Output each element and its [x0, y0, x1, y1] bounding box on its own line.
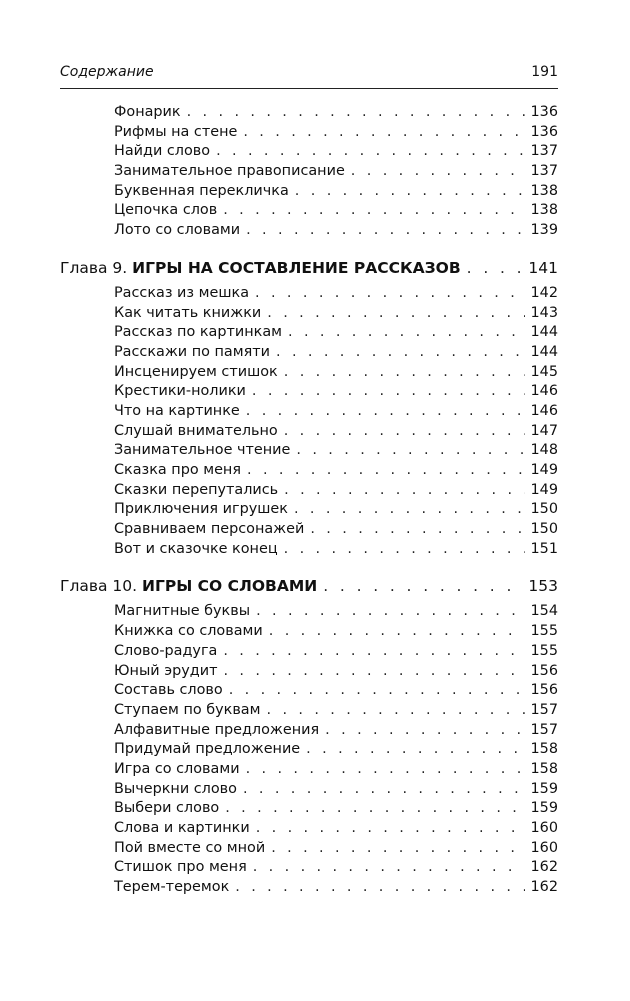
entry-title: Вот и сказочке конец — [114, 540, 278, 557]
entry-title: Слова и картинки — [114, 820, 250, 836]
chapter-page: 141 — [528, 258, 558, 277]
toc-entry — [60, 143, 558, 163]
entry-page: 156 — [530, 662, 558, 679]
entry-title: Слово-радуга — [114, 642, 218, 659]
entry-title: Вычеркни слово — [114, 780, 237, 797]
entry-title: Сказки перепутались — [114, 481, 279, 498]
leader-dots — [267, 702, 525, 718]
leader-dots — [276, 344, 525, 360]
leader-dots — [310, 521, 524, 537]
entry-page: 148 — [530, 442, 558, 459]
leader-dots — [225, 800, 524, 816]
leader-dots — [229, 682, 525, 698]
toc-entry — [60, 324, 558, 344]
chapter-label: Глава 10. — [60, 577, 138, 596]
toc-entry — [60, 482, 558, 502]
leader-dots — [284, 482, 524, 498]
toc-entry — [60, 840, 558, 860]
entry-title: Пой вместе со мной — [114, 839, 266, 856]
entry-page: 158 — [530, 760, 558, 777]
chapter-page: 153 — [528, 577, 558, 596]
entry-page: 160 — [530, 839, 558, 856]
entry-title: Алфавитные предложения — [114, 721, 320, 738]
entry-title: Терем-теремок — [114, 879, 230, 896]
leader-dots — [256, 820, 525, 836]
entry-page: 139 — [530, 222, 558, 239]
entry-page: 159 — [530, 780, 558, 797]
toc-entry — [60, 442, 558, 462]
leader-dots — [271, 840, 524, 856]
entry-title: Лото со словами — [114, 222, 241, 239]
entry-title: Придумай предложение — [114, 741, 301, 758]
toc-entry — [60, 702, 558, 722]
leader-dots — [269, 623, 525, 639]
leader-dots — [223, 663, 524, 679]
leader-dots — [243, 781, 525, 797]
entry-page: 145 — [530, 363, 558, 380]
toc-entry — [60, 761, 558, 781]
toc-entry — [60, 202, 558, 222]
entry-page: 146 — [530, 383, 558, 400]
header-rule — [60, 88, 558, 89]
entry-title: Игра со словами — [114, 760, 240, 777]
leader-dots — [252, 383, 525, 399]
leader-dots — [284, 541, 525, 557]
toc-entry — [60, 462, 558, 482]
entry-page: 160 — [530, 820, 558, 836]
toc-entry — [60, 124, 558, 144]
running-header — [60, 64, 558, 80]
toc-entry — [60, 781, 558, 801]
entry-title: Расскажи по памяти — [114, 343, 270, 360]
entry-page: 147 — [530, 422, 558, 439]
entry-page: 143 — [530, 304, 558, 321]
leader-dots — [306, 741, 524, 757]
entry-page: 157 — [530, 701, 558, 718]
leader-dots — [288, 324, 525, 340]
entry-page: 142 — [530, 284, 558, 301]
table-of-contents — [60, 104, 558, 899]
header-page-number: 191 — [531, 64, 558, 80]
entry-page: 146 — [530, 402, 558, 419]
leader-dots — [351, 163, 525, 179]
leader-dots — [216, 143, 524, 159]
entry-title: Фонарик — [114, 104, 181, 120]
entry-title: Магнитные буквы — [114, 603, 251, 620]
entry-title: Составь слово — [114, 682, 223, 699]
entry-title: Приключения игрушек — [114, 501, 288, 518]
entry-title: Сравниваем персонажей — [114, 521, 305, 538]
leader-dots — [223, 202, 524, 218]
entry-title: Что на картинке — [114, 402, 240, 419]
entry-page: 157 — [530, 721, 558, 738]
toc-entry — [60, 305, 558, 325]
toc-entry — [60, 663, 558, 683]
entry-title: Занимательное чтение — [114, 442, 291, 459]
toc-entry — [60, 741, 558, 761]
leader-dots — [246, 222, 524, 238]
leader-dots — [294, 501, 525, 517]
chapter-title: ИГРЫ СО СЛОВАМИ — [142, 577, 318, 596]
leader-dots — [246, 403, 525, 419]
leader-dots — [256, 603, 524, 619]
chapter-heading — [60, 577, 558, 595]
entry-page: 155 — [530, 623, 558, 640]
leader-dots — [284, 423, 525, 439]
leader-dots — [246, 761, 525, 777]
entry-page: 137 — [530, 143, 558, 160]
entry-page: 149 — [530, 462, 558, 478]
entry-title: Инсценируем стишок — [114, 363, 278, 380]
leader-dots — [243, 124, 524, 140]
entry-page: 144 — [530, 343, 558, 360]
toc-entry — [60, 682, 558, 702]
leader-dots — [223, 643, 524, 659]
leader-dots — [247, 462, 525, 478]
entry-title: Занимательное правописание — [114, 163, 345, 180]
toc-entry — [60, 183, 558, 203]
entry-title: Ступаем по буквам — [114, 701, 261, 718]
entry-title: Цепочка слов — [114, 202, 218, 219]
toc-entry — [60, 820, 558, 840]
toc-entry — [60, 344, 558, 364]
entry-title: Рассказ по картинкам — [114, 324, 283, 341]
entry-page: 138 — [530, 182, 558, 199]
leader-dots — [255, 285, 525, 301]
leader-dots — [187, 104, 525, 120]
entry-title: Найди слово — [114, 143, 211, 160]
toc-entry — [60, 285, 558, 305]
toc-entry — [60, 104, 558, 124]
entry-page: 149 — [530, 481, 558, 498]
entry-title: Рифмы на стене — [114, 123, 238, 140]
entry-page: 138 — [530, 202, 558, 219]
chapter-label: Глава 9. — [60, 258, 128, 277]
entry-title: Крестики-нолики — [114, 383, 246, 400]
toc-entry — [60, 623, 558, 643]
toc-entry — [60, 603, 558, 623]
toc-entry — [60, 423, 558, 443]
leader-dots — [295, 183, 525, 199]
entry-page: 150 — [530, 501, 558, 518]
toc-entry — [60, 364, 558, 384]
header-title: Содержание — [60, 64, 154, 80]
entry-page: 137 — [530, 163, 558, 180]
toc-entry — [60, 383, 558, 403]
leader-dots — [296, 442, 524, 458]
entry-title: Юный эрудит — [114, 662, 218, 679]
entry-page: 136 — [530, 104, 558, 120]
toc-entry — [60, 722, 558, 742]
leader-dots — [467, 259, 523, 277]
entry-page: 159 — [530, 800, 558, 817]
toc-entry — [60, 222, 558, 242]
entry-title: Как читать книжки — [114, 304, 262, 321]
toc-entry — [60, 643, 558, 663]
entry-page: 162 — [530, 879, 558, 896]
toc-entry — [60, 879, 558, 899]
chapter-title: ИГРЫ НА СОСТАВЛЕНИЕ РАССКАЗОВ — [132, 258, 461, 277]
entry-title: Рассказ из мешка — [114, 284, 250, 301]
entry-title: Сказка про меня — [114, 462, 241, 478]
chapter-heading — [60, 259, 558, 277]
toc-entry — [60, 859, 558, 879]
leader-dots — [284, 364, 525, 380]
entry-page: 156 — [530, 682, 558, 699]
entry-title: Слушай внимательно — [114, 422, 278, 439]
entry-page: 162 — [530, 859, 558, 876]
entry-page: 136 — [530, 123, 558, 140]
leader-dots — [323, 577, 522, 595]
toc-entry — [60, 163, 558, 183]
leader-dots — [235, 879, 524, 895]
leader-dots — [325, 722, 524, 738]
toc-entry — [60, 501, 558, 521]
toc-entry — [60, 800, 558, 820]
leader-dots — [253, 859, 525, 875]
entry-title: Выбери слово — [114, 800, 220, 817]
entry-page: 151 — [530, 540, 558, 557]
entry-title: Буквенная перекличка — [114, 182, 289, 199]
entry-title: Книжка со словами — [114, 623, 263, 640]
entry-page: 144 — [530, 324, 558, 341]
toc-entry — [60, 521, 558, 541]
entry-page: 155 — [530, 642, 558, 659]
leader-dots — [267, 305, 524, 321]
toc-entry — [60, 541, 558, 561]
entry-title: Стишок про меня — [114, 859, 247, 876]
toc-entry — [60, 403, 558, 423]
entry-page: 150 — [530, 521, 558, 538]
entry-page: 158 — [530, 741, 558, 758]
entry-page: 154 — [530, 603, 558, 620]
